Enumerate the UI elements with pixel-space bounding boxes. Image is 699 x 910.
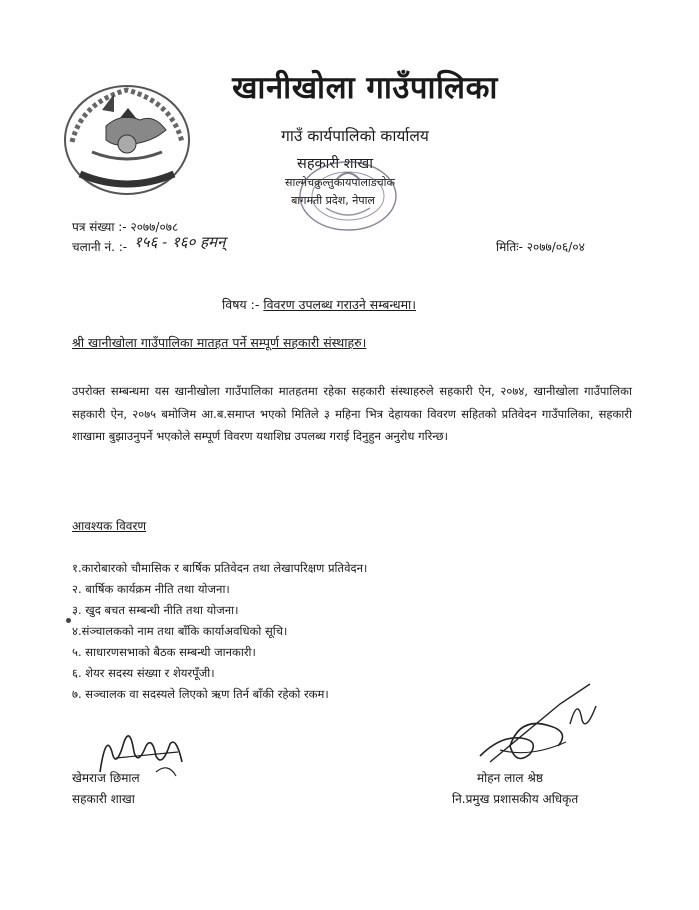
subject-line bbox=[222, 296, 416, 313]
right-signatory-name: मोहन लाल श्रेष्ठ bbox=[477, 771, 543, 785]
letter-number: पत्र संख्या :- २०७७/०७८ bbox=[72, 220, 179, 234]
right-signature-icon bbox=[470, 676, 610, 771]
right-signatory-title: नि.प्रमुख प्रशासकीय अधिकृत bbox=[452, 792, 579, 806]
letter-date: मितिः- २०७७/०६/०४ bbox=[496, 240, 585, 254]
left-signatory-title: सहकारी शाखा bbox=[72, 792, 135, 806]
dispatch-number-label: चलानी नं. :- bbox=[72, 240, 128, 254]
recipient-line: श्री खानीखोला गाउँपालिका मातहत पर्ने सम्पूर्ण सहकारी संस्थाहरु। bbox=[72, 335, 367, 350]
list-item: ३. खुद बचत सम्बन्धी नीति तथा योजना। bbox=[72, 603, 239, 617]
nepal-emblem-icon bbox=[62, 82, 192, 198]
list-item: ५. साधारणसभाको बैठक सम्बन्धी जानकारी। bbox=[72, 645, 256, 659]
scan-mark bbox=[66, 618, 71, 623]
subject-label: विषय :- bbox=[222, 297, 260, 312]
address-line-1: साल्मेचक्रुल्तुकायपालाडचोक bbox=[285, 176, 395, 189]
list-item: १.कारोबारको चौमासिक र बार्षिक प्रतिवेदन तथा लेखापरिक्षण प्रतिवेदन। bbox=[72, 561, 368, 575]
list-item: २. बार्षिक कार्यक्रम नीति तथा योजना। bbox=[72, 582, 230, 596]
requirements-heading: आवश्यक विवरण bbox=[72, 519, 147, 533]
office-name: गाउँ कार्यपालिको कार्यालय bbox=[281, 127, 429, 145]
list-item: ४.संञ्चालकको नाम तथा बाँकि कार्याअवधिको सूचि। bbox=[72, 624, 288, 638]
subject-text: विवरण उपलब्ध गराउने सम्बन्धमा। bbox=[263, 297, 417, 312]
requirements-list bbox=[72, 558, 367, 705]
left-signatory-name: खेमराज छिमाल bbox=[72, 771, 140, 785]
letter-body: उपरोक्त सम्बन्धमा यस खानीखोला गाउँपालिका मातहतमा रहेका सहकारी संस्थाहरुले सहकारी ऐन, २०७४, खानीखोला गाउँपालिका सहकारी ऐन, २०७५ बमोजिम आ.ब.समाप्त भएको मितिले ३ महिना भित्र देहायका विवरण सहितको प्रतिवेदन गाउँपालिका, सहकारी शाखामा बुझाउनुपर्ने भएकोले सम्पूर्ण विवरण यथाशिघ्र उपलब्ध गराई दिनुहुन अनुरोध गरिन्छ। bbox=[72, 384, 632, 443]
municipality-title: खानीखोला गाउँपालिका bbox=[232, 70, 498, 106]
list-item: ७. सञ्चालक वा सदस्यले लिएको ऋण तिर्न बाँकी रहेको रकम। bbox=[72, 687, 329, 701]
list-item: ६. शेयर सदस्य संख्या र शेयरपूँजी। bbox=[72, 666, 215, 680]
address-line-2: बागमती प्रदेश, नेपाल bbox=[291, 194, 375, 207]
dispatch-number-handwritten: १५६ - १६० हमन् bbox=[134, 233, 226, 251]
branch-name: सहकारी शाखा bbox=[297, 156, 373, 172]
office-stamp-icon bbox=[296, 156, 400, 236]
